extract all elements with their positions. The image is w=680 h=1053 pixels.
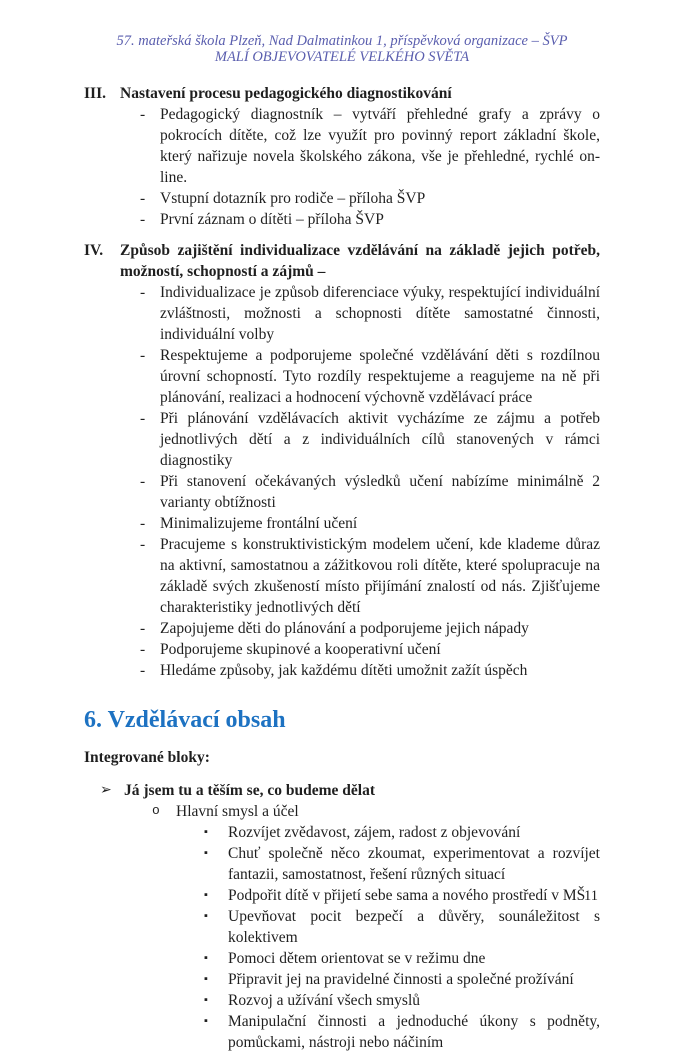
square-bullet-icon: ▪ [204, 973, 208, 985]
square-bullet-icon: ▪ [204, 826, 208, 838]
list-item-text: První záznam o dítěti – příloha ŠVP [160, 211, 384, 228]
list-item-text: Upevňovat pocit bezpečí a důvěry, sounáležitost s kolektivem [228, 908, 600, 946]
list-item-text: Podpořit dítě v přijetí sebe sama a nového prostředí v MŠ [228, 887, 586, 904]
page-content [84, 33, 600, 1053]
section-iv-bullet-list [84, 282, 600, 681]
section-title: Nastavení procesu pedagogického diagnostikování [120, 85, 452, 102]
list-item-text: Při plánování vzdělávacích aktivit vycházíme ze zájmu a potřeb jednotlivých dětí a z individuálních cílů stanovených v rámci diagnostiky [160, 410, 600, 469]
dash-bullet-marker: - [140, 347, 146, 364]
dash-bullet-marker: - [140, 641, 146, 658]
integrated-blocks-label: Integrované bloky: [84, 749, 210, 766]
dash-bullet-marker: - [140, 515, 146, 532]
section-iv [84, 240, 600, 681]
list-item [84, 345, 600, 408]
square-bullet-icon: ▪ [204, 847, 208, 859]
integrated-block [84, 780, 600, 1053]
list-item [84, 471, 600, 513]
list-item-text: Při stanovení očekávaných výsledků učení nabízíme minimálně 2 varianty obtížnosti [160, 473, 600, 511]
chapter-heading: 6. Vzdělávací obsah [84, 707, 286, 733]
header-line-school: 57. mateřská škola Plzeň, Nad Dalmatinkou 1, příspěvková organizace – ŠVP [116, 33, 568, 49]
dash-bullet-marker: - [140, 536, 146, 553]
list-item [84, 282, 600, 345]
list-item [84, 104, 600, 188]
list-item [84, 906, 600, 948]
square-bullet-icon: ▪ [204, 1015, 208, 1027]
dash-bullet-marker: - [140, 473, 146, 490]
page-number: 11 [584, 888, 598, 904]
square-bullet-icon: ▪ [204, 952, 208, 964]
list-item [84, 990, 600, 1011]
list-item-text: Pracujeme s konstruktivistickým modelem učení, kde klademe důraz na aktivní, samostatnou a zážitkovou roli dítěte, které spolupracuje na základě svých zkušeností místo přijímání znalostí od nás. Zjišťujeme charakteristiky jednotlivých dětí [160, 536, 600, 616]
list-item [84, 948, 600, 969]
list-item-text: Pomoci dětem orientovat se v režimu dne [228, 950, 486, 967]
list-item [84, 822, 600, 843]
list-item-text: Vstupní dotazník pro rodiče – příloha ŠVP [160, 190, 426, 207]
dash-bullet-marker: - [140, 662, 146, 679]
dash-bullet-marker: - [140, 410, 146, 427]
list-item [84, 188, 600, 209]
block-title: Já jsem tu a těším se, co budeme dělat [124, 782, 375, 799]
list-item-text: Podporujeme skupinové a kooperativní učení [160, 641, 441, 658]
block-title-row [84, 780, 600, 801]
square-bullet-icon: ▪ [204, 910, 208, 922]
section-title: Způsob zajištění individualizace vzdělávání na základě jejich potřeb, možností, schopností a zájmů – [120, 242, 600, 280]
list-item-text: Zapojujeme děti do plánování a podporujeme jejich nápady [160, 620, 529, 637]
document-header [84, 33, 600, 65]
list-item-text: Pedagogický diagnostník – vytváří přehledné grafy a zprávy o pokrocích dítěte, což lze využít pro povinný report základní škole, který nařizuje novela školského zákona, vše je přehledné, rychlé on-line. [160, 106, 600, 186]
list-item [84, 534, 600, 618]
list-item-text: Hledáme způsoby, jak každému dítěti umožnit zažít úspěch [160, 662, 528, 679]
dash-bullet-marker: - [140, 211, 146, 228]
list-item-text: Připravit jej na pravidelné činnosti a společné prožívání [228, 971, 574, 988]
header-line-motto: MALÍ OBJEVOVATELÉ VELKÉHO SVĚTA [214, 49, 470, 65]
section-numeral: IV. [84, 242, 104, 259]
list-item [84, 969, 600, 990]
list-item-text: Individualizace je způsob diferenciace výuky, respektující individuální zvláštnosti, možnosti a schopnosti dítěte samostatné činnosti, individuální volby [160, 284, 600, 343]
section-iii-heading [84, 83, 600, 104]
dash-bullet-marker: - [140, 106, 146, 123]
list-item-text: Rozvíjet zvědavost, zájem, radost z objevování [228, 824, 521, 841]
list-item [84, 843, 600, 885]
circle-bullet-icon: o [152, 803, 160, 818]
list-item-text: Minimalizujeme frontální učení [160, 515, 358, 532]
section-iv-heading [84, 240, 600, 282]
arrow-bullet-icon: ➢ [100, 783, 112, 798]
list-item [84, 408, 600, 471]
block-subtitle-row [84, 801, 600, 822]
list-item [84, 639, 600, 660]
block-item-list [84, 822, 600, 1053]
section-iii [84, 83, 600, 230]
list-item-text: Respektujeme a podporujeme společné vzdělávání děti s rozdílnou úrovní schopností. Tyto rozdíly respektujeme a reagujeme na ně při plánování, realizaci a hodnocení výchovně vzdělávací práce [160, 347, 600, 406]
dash-bullet-marker: - [140, 190, 146, 207]
dash-bullet-marker: - [140, 284, 146, 301]
list-item-text: Chuť společně něco zkoumat, experimentovat a rozvíjet fantazii, samostatnost, řešení různých situací [228, 845, 600, 883]
list-item [84, 1011, 600, 1053]
section-iii-bullet-list [84, 104, 600, 230]
list-item [84, 513, 600, 534]
list-item [84, 885, 600, 906]
list-item-text: Rozvoj a užívání všech smyslů [228, 992, 420, 1009]
block-subtitle: Hlavní smysl a účel [176, 803, 299, 820]
list-item [84, 660, 600, 681]
dash-bullet-marker: - [140, 620, 146, 637]
square-bullet-icon: ▪ [204, 994, 208, 1006]
list-item-text: Manipulační činnosti a jednoduché úkony s podněty, pomůckami, nástroji nebo náčiním [228, 1013, 600, 1051]
list-item [84, 618, 600, 639]
list-item [84, 209, 600, 230]
square-bullet-icon: ▪ [204, 889, 208, 901]
section-numeral: III. [84, 85, 106, 102]
